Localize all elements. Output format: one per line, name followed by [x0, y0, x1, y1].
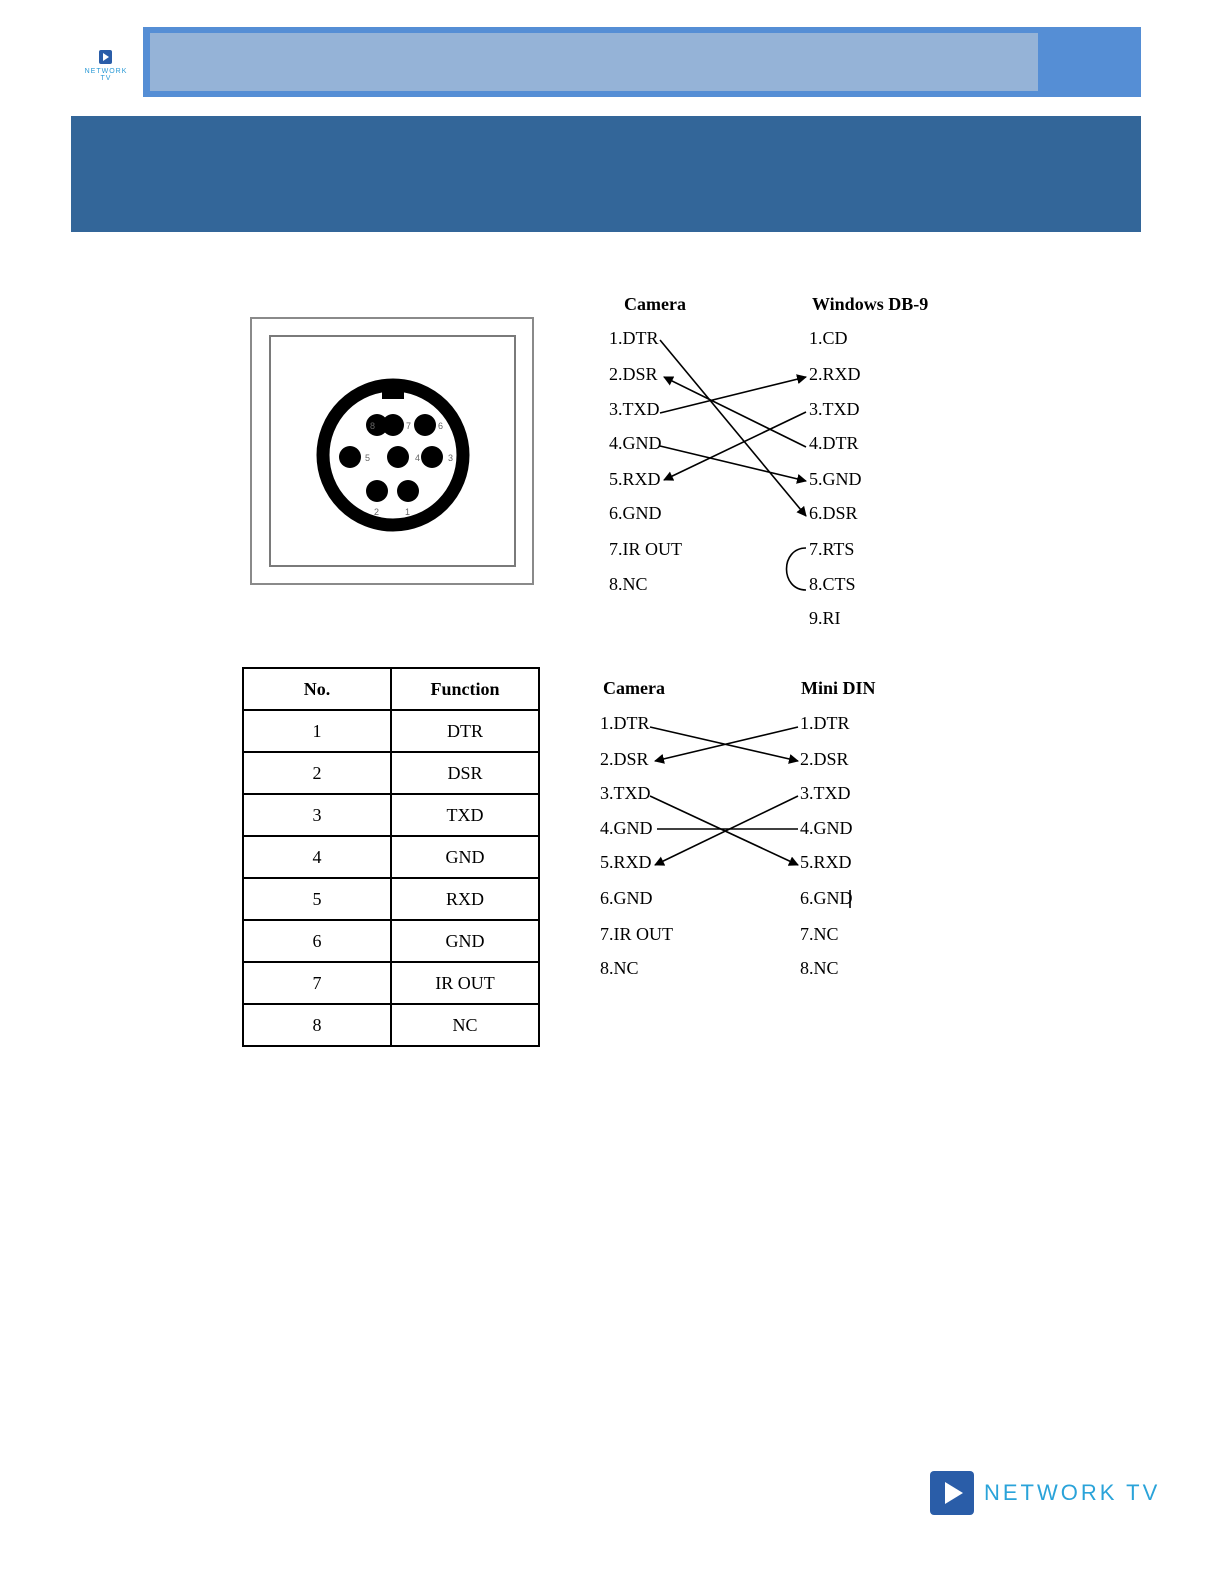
- footer-logo-text: NETWORK TV: [984, 1480, 1161, 1505]
- mini-din-camera-pin: 4.GND: [600, 818, 653, 838]
- pin-number: 2: [374, 507, 380, 517]
- table-cell-function: GND: [391, 920, 539, 962]
- db9-camera-pin: 8.NC: [609, 574, 648, 594]
- mini-din-target-pin: 8.NC: [800, 958, 839, 978]
- db9-camera-pin: 6.GND: [609, 503, 662, 523]
- pin-number: 7: [406, 421, 412, 431]
- table-cell-function: NC: [391, 1004, 539, 1046]
- pin-number: 6: [438, 421, 444, 431]
- table-cell-function: DSR: [391, 752, 539, 794]
- mini-din-target-pin: 7.NC: [800, 924, 839, 944]
- db9-target-pin: 2.RXD: [809, 364, 861, 384]
- pin-number: 1: [405, 507, 411, 517]
- pin-number: 8: [370, 421, 376, 431]
- mini-din-target-pin: 2.DSR: [800, 749, 849, 769]
- db9-target-pin: 4.DTR: [809, 433, 859, 453]
- mini-din-camera-pin: 1.DTR: [600, 713, 650, 733]
- db9-camera-pin: 3.TXD: [609, 399, 660, 419]
- db9-target-pin: 1.CD: [809, 328, 848, 348]
- db9-target-pin: 3.TXD: [809, 399, 860, 419]
- db9-camera-heading: Camera: [624, 294, 686, 314]
- mini-din-camera-pin: 2.DSR: [600, 749, 649, 769]
- mini-din-camera-pin: 3.TXD: [600, 783, 651, 803]
- table-header-function: Function: [391, 668, 539, 710]
- play-logo-icon: [930, 1471, 974, 1515]
- mini-din-target-heading: Mini DIN: [801, 678, 876, 698]
- db9-camera-pin: 5.RXD: [609, 469, 661, 489]
- mini-din-camera-pin: 5.RXD: [600, 852, 652, 872]
- table-cell-function: TXD: [391, 794, 539, 836]
- db9-target-pin: 6.DSR: [809, 503, 858, 523]
- mini-din-camera-pin: 6.GND: [600, 888, 653, 908]
- table-cell-no: 8: [243, 1004, 391, 1046]
- mini-din-camera-heading: Camera: [603, 678, 665, 698]
- db9-target-pin: 9.RI: [809, 608, 841, 628]
- table-cell-function: RXD: [391, 878, 539, 920]
- db9-camera-pin: 1.DTR: [609, 328, 659, 348]
- table-cell-no: 1: [243, 710, 391, 752]
- mini-din-target-pin: 4.GND: [800, 818, 853, 838]
- header-logo-text: NETWORK TV: [84, 68, 128, 82]
- db9-camera-pin: 2.DSR: [609, 364, 658, 384]
- table-cell-no: 2: [243, 752, 391, 794]
- db9-camera-pin: 4.GND: [609, 433, 662, 453]
- table-cell-no: 3: [243, 794, 391, 836]
- mini-din-target-pin: 1.DTR: [800, 713, 850, 733]
- table-cell-no: 4: [243, 836, 391, 878]
- table-cell-no: 6: [243, 920, 391, 962]
- db9-camera-pin: 7.IR OUT: [609, 539, 682, 559]
- table-cell-no: 5: [243, 878, 391, 920]
- mini-din-camera-pin: 7.IR OUT: [600, 924, 673, 944]
- mini-din-target-pin: 3.TXD: [800, 783, 851, 803]
- table-cell-function: GND: [391, 836, 539, 878]
- pin-number: 5: [365, 453, 371, 463]
- table-cell-no: 7: [243, 962, 391, 1004]
- table-header-no: No.: [243, 668, 391, 710]
- db9-target-pin: 8.CTS: [809, 574, 856, 594]
- db9-target-pin: 7.RTS: [809, 539, 855, 559]
- mini-din-target-pin: 5.RXD: [800, 852, 852, 872]
- footer-logo: [930, 1471, 1161, 1517]
- table-cell-function: DTR: [391, 710, 539, 752]
- pin-number: 4: [415, 453, 421, 463]
- table-cell-function: IR OUT: [391, 962, 539, 1004]
- db9-target-pin: 5.GND: [809, 469, 862, 489]
- mini-din-camera-pin: 8.NC: [600, 958, 639, 978]
- pin-number: 3: [448, 453, 454, 463]
- db9-target-heading: Windows DB-9: [812, 294, 929, 314]
- mini-din-target-pin: 6.GND: [800, 888, 853, 908]
